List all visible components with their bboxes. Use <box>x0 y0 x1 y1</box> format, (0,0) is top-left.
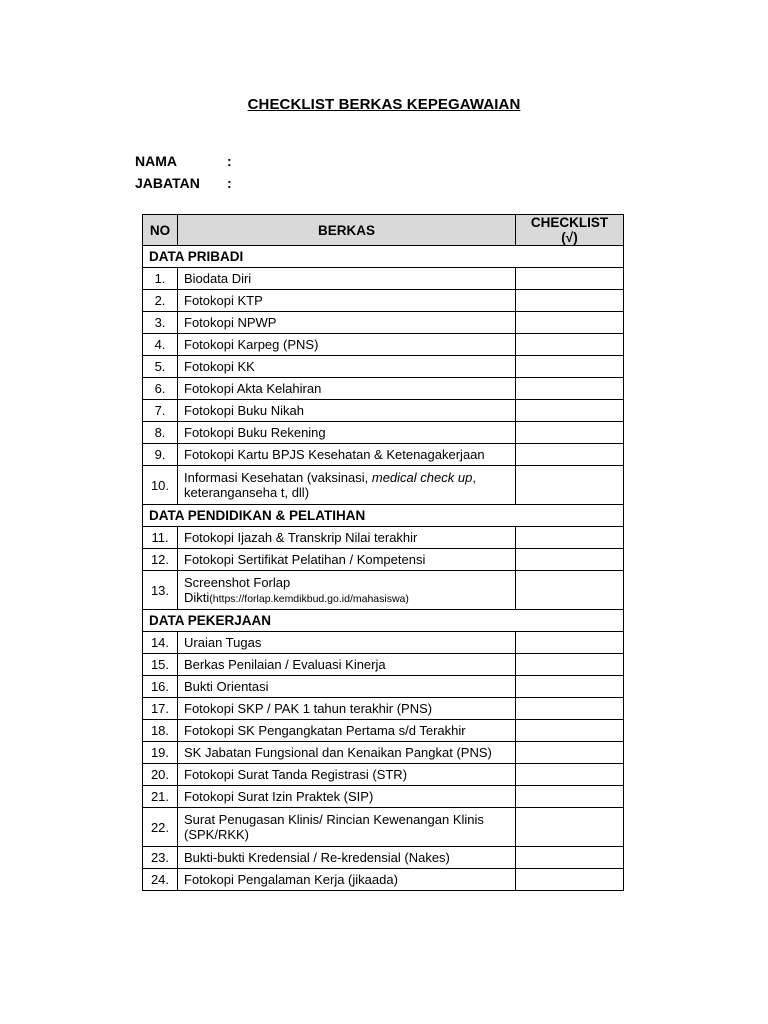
table-row <box>143 869 624 891</box>
row-berkas <box>178 466 516 505</box>
field-nama-separator: : <box>227 153 232 169</box>
field-nama-label: NAMA <box>135 153 177 169</box>
row-berkas <box>178 808 516 847</box>
row-berkas-text: Bukti-bukti Kredensial / Re-kredensial (Nakes) <box>184 850 450 865</box>
row-berkas <box>178 847 516 869</box>
row-berkas-text: Fotokopi KK <box>184 359 255 374</box>
field-nama <box>135 153 232 169</box>
row-checklist-cell[interactable] <box>516 698 624 720</box>
row-number: 15. <box>143 654 178 676</box>
row-number: 10. <box>143 466 178 505</box>
table-row <box>143 356 624 378</box>
row-berkas-text: Biodata Diri <box>184 271 252 286</box>
row-berkas-text: Fotokopi Sertifikat Pelatihan / Kompetensi <box>184 552 426 567</box>
table-row <box>143 378 624 400</box>
row-number: 22. <box>143 808 178 847</box>
row-number: 24. <box>143 869 178 891</box>
section-row <box>143 246 624 268</box>
table-row <box>143 268 624 290</box>
table-row <box>143 742 624 764</box>
row-checklist-cell[interactable] <box>516 786 624 808</box>
field-jabatan <box>135 175 232 191</box>
row-berkas <box>178 698 516 720</box>
row-checklist-cell[interactable] <box>516 720 624 742</box>
table-row <box>143 466 624 505</box>
row-number: 7. <box>143 400 178 422</box>
row-checklist-cell[interactable] <box>516 869 624 891</box>
row-checklist-cell[interactable] <box>516 676 624 698</box>
row-berkas-text: Informasi Kesehatan (vaksinasi, <box>184 470 372 485</box>
row-berkas-text: Fotokopi Buku Rekening <box>184 425 326 440</box>
table-row <box>143 720 624 742</box>
row-number: 2. <box>143 290 178 312</box>
table-row <box>143 698 624 720</box>
row-number: 21. <box>143 786 178 808</box>
row-checklist-cell[interactable] <box>516 334 624 356</box>
table-row <box>143 571 624 610</box>
row-berkas <box>178 400 516 422</box>
row-checklist-cell[interactable] <box>516 290 624 312</box>
row-berkas <box>178 290 516 312</box>
row-berkas <box>178 422 516 444</box>
header-no: NO <box>143 215 178 246</box>
row-checklist-cell[interactable] <box>516 527 624 549</box>
row-berkas-text: Fotokopi Akta Kelahiran <box>184 381 322 396</box>
row-berkas-text: Fotokopi SK Pengangkatan Pertama s/d Terakhir <box>184 723 466 738</box>
table-row <box>143 290 624 312</box>
row-checklist-cell[interactable] <box>516 742 624 764</box>
row-number: 23. <box>143 847 178 869</box>
row-berkas <box>178 764 516 786</box>
checklist-table <box>142 214 624 891</box>
row-checklist-cell[interactable] <box>516 466 624 505</box>
table-row <box>143 676 624 698</box>
section-row <box>143 505 624 527</box>
row-berkas <box>178 549 516 571</box>
row-checklist-cell[interactable] <box>516 356 624 378</box>
row-number: 19. <box>143 742 178 764</box>
row-checklist-cell[interactable] <box>516 268 624 290</box>
row-berkas-text: Bukti Orientasi <box>184 679 269 694</box>
row-berkas <box>178 334 516 356</box>
row-berkas <box>178 356 516 378</box>
row-berkas <box>178 654 516 676</box>
row-checklist-cell[interactable] <box>516 400 624 422</box>
row-number: 4. <box>143 334 178 356</box>
row-checklist-cell[interactable] <box>516 847 624 869</box>
section-title: DATA PRIBADI <box>143 246 624 268</box>
row-berkas-text: Screenshot Forlap Dikti <box>184 575 291 605</box>
row-berkas <box>178 312 516 334</box>
row-berkas <box>178 676 516 698</box>
row-berkas <box>178 527 516 549</box>
table-header-row <box>143 215 624 246</box>
row-berkas <box>178 632 516 654</box>
table-row <box>143 764 624 786</box>
row-berkas <box>178 742 516 764</box>
row-number: 11. <box>143 527 178 549</box>
row-number: 13. <box>143 571 178 610</box>
row-berkas-text: Fotokopi SKP / PAK 1 tahun terakhir (PNS) <box>184 701 433 716</box>
table-row <box>143 654 624 676</box>
row-number: 14. <box>143 632 178 654</box>
row-berkas <box>178 786 516 808</box>
row-berkas-text: Fotokopi NPWP <box>184 315 277 330</box>
row-number: 5. <box>143 356 178 378</box>
section-title: DATA PEKERJAAN <box>143 610 624 632</box>
row-berkas-text: Uraian Tugas <box>184 635 262 650</box>
table-row <box>143 808 624 847</box>
row-berkas-text: Fotokopi Ijazah & Transkrip Nilai terakhir <box>184 530 418 545</box>
row-number: 6. <box>143 378 178 400</box>
table-row <box>143 527 624 549</box>
checklist-body <box>143 246 624 891</box>
row-berkas-text: , keteranganseha t, dll) <box>184 470 476 500</box>
row-berkas-text: Surat Penugasan Klinis/ Rincian Kewenangan Klinis (SPK/RKK) <box>184 812 484 842</box>
row-berkas-text: Fotokopi Surat Tanda Registrasi (STR) <box>184 767 408 782</box>
table-row <box>143 632 624 654</box>
table-row <box>143 312 624 334</box>
row-number: 12. <box>143 549 178 571</box>
table-row <box>143 400 624 422</box>
row-berkas <box>178 720 516 742</box>
row-checklist-cell[interactable] <box>516 549 624 571</box>
table-row <box>143 549 624 571</box>
row-checklist-cell[interactable] <box>516 571 624 610</box>
header-berkas: BERKAS <box>178 215 516 246</box>
row-berkas-url: (https://forlap.kemdikbud.go.id/mahasiswa) <box>209 593 409 605</box>
row-number: 17. <box>143 698 178 720</box>
table-row <box>143 444 624 466</box>
row-number: 18. <box>143 720 178 742</box>
row-berkas-italic: medical check up <box>371 470 473 485</box>
row-berkas-text: Fotokopi Kartu BPJS Kesehatan & Ketenagakerjaan <box>184 447 485 462</box>
row-number: 8. <box>143 422 178 444</box>
field-jabatan-separator: : <box>227 175 232 191</box>
row-berkas-text: SK Jabatan Fungsional dan Kenaikan Pangkat (PNS) <box>184 745 492 760</box>
row-number: 20. <box>143 764 178 786</box>
row-checklist-cell[interactable] <box>516 632 624 654</box>
row-checklist-cell[interactable] <box>516 654 624 676</box>
header-checklist: CHECKLIST (√) <box>516 215 624 246</box>
row-checklist-cell[interactable] <box>516 378 624 400</box>
row-number: 1. <box>143 268 178 290</box>
row-checklist-cell[interactable] <box>516 444 624 466</box>
table-row <box>143 422 624 444</box>
row-berkas-text: Fotokopi Buku Nikah <box>184 403 304 418</box>
table-row <box>143 847 624 869</box>
row-checklist-cell[interactable] <box>516 422 624 444</box>
row-checklist-cell[interactable] <box>516 312 624 334</box>
table-row <box>143 786 624 808</box>
row-berkas <box>178 571 516 610</box>
row-checklist-cell[interactable] <box>516 808 624 847</box>
row-number: 16. <box>143 676 178 698</box>
row-berkas <box>178 444 516 466</box>
row-berkas <box>178 378 516 400</box>
section-title: DATA PENDIDIKAN & PELATIHAN <box>143 505 624 527</box>
field-jabatan-label: JABATAN <box>135 175 200 191</box>
row-number: 9. <box>143 444 178 466</box>
row-berkas-text: Fotokopi Pengalaman Kerja (jikaada) <box>184 872 398 887</box>
row-checklist-cell[interactable] <box>516 764 624 786</box>
document-title: CHECKLIST BERKAS KEPEGAWAIAN <box>247 96 521 113</box>
row-berkas-text: Fotokopi KTP <box>184 293 263 308</box>
row-berkas-text: Fotokopi Surat Izin Praktek (SIP) <box>184 789 374 804</box>
row-berkas-text: Berkas Penilaian / Evaluasi Kinerja <box>184 657 386 672</box>
table-row <box>143 334 624 356</box>
row-number: 3. <box>143 312 178 334</box>
row-berkas <box>178 268 516 290</box>
row-berkas-text: Fotokopi Karpeg (PNS) <box>184 337 319 352</box>
row-berkas <box>178 869 516 891</box>
section-row <box>143 610 624 632</box>
